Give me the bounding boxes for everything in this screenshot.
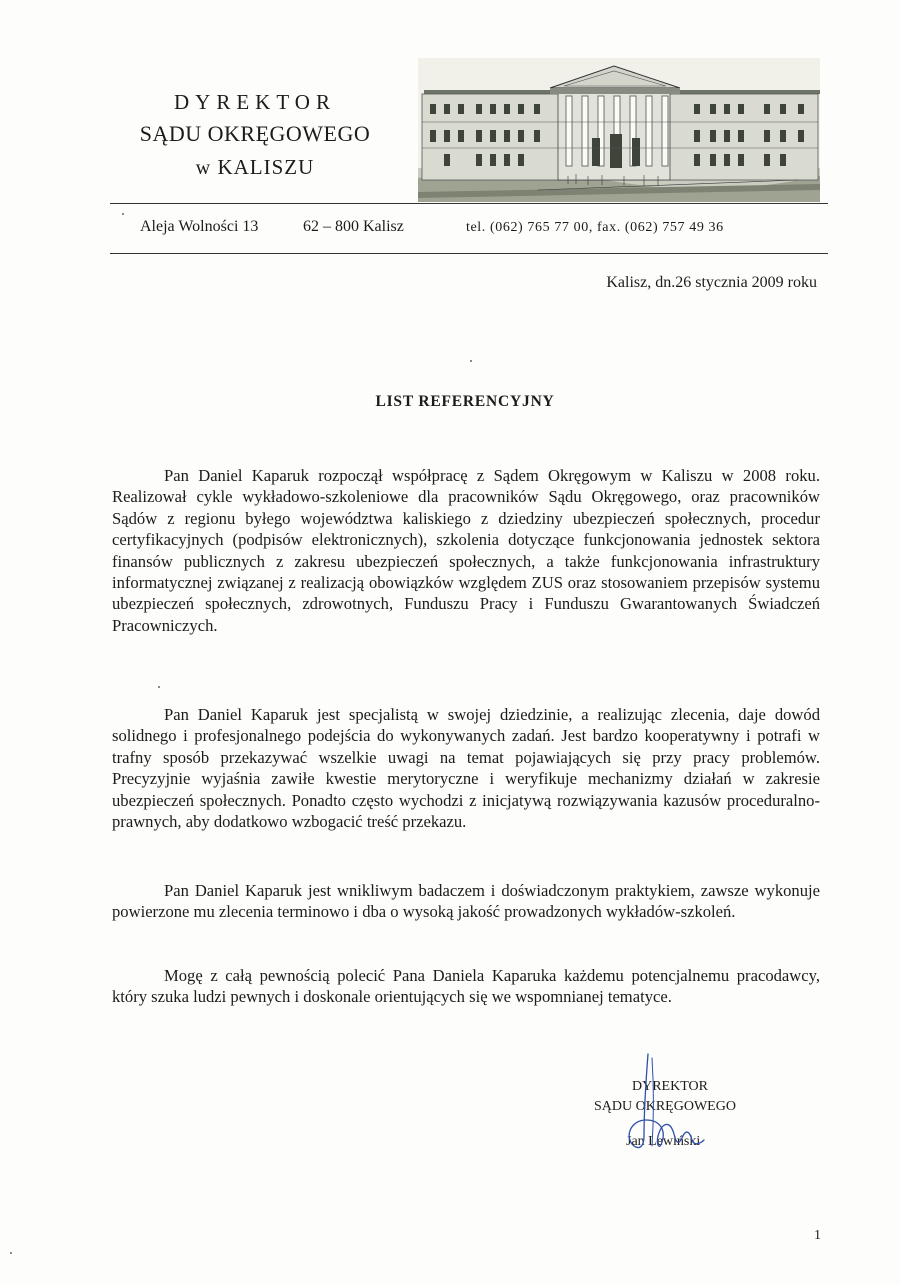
scan-speck <box>10 1252 12 1254</box>
signature-title: DYREKTOR <box>632 1079 708 1094</box>
scan-speck <box>122 213 124 215</box>
body-paragraph-3 <box>112 880 820 923</box>
address-phone-fax: tel. (062) 765 77 00, fax. (062) 757 49 36 <box>466 220 724 235</box>
header-rule-bottom <box>110 253 828 254</box>
address-city: 62 – 800 Kalisz <box>303 218 404 235</box>
letter-heading: LIST REFERENCYJNY <box>375 393 555 410</box>
header-rule-top <box>110 203 828 204</box>
signature-name: Jan Lewiński <box>626 1134 701 1149</box>
page-number: 1 <box>814 1228 821 1243</box>
scan-speck <box>158 686 160 688</box>
letter-date: Kalisz, dn.26 stycznia 2009 roku <box>606 274 817 291</box>
letterhead-city: KALISZU <box>217 155 315 179</box>
paragraph-text: Pan Daniel Kaparuk jest specjalistą w swojej dziedzinie, a realizując zlecenia, daje dowód solidnego i profesjonalnego podejścia do wykonywanych zadań. Jest bardzo kooperatywny i potrafi w trafny sposób przekazywać wszelkie uwagi na temat pojawiających się przy pracy problemów. Precyzyjnie wyjaśnia zawiłe kwestie merytoryczne i weryfikuje mechanizmy działań w zakresie ubezpieczeń społecznych. Ponadto często wychodzi z inicjatywą rozwiązywania kazusów proceduralno-prawnych, aby dodatkowo wzbogacić treść przekazu. <box>112 705 820 832</box>
body-paragraph-2 <box>112 704 820 832</box>
paragraph-text: Mogę z całą pewnością polecić Pana Daniela Kaparuka każdemu potencjalnemu pracodawcy, który szuka ludzi pewnych i doskonale orientujących się we wspomnianej tematyce. <box>112 966 820 1007</box>
letterhead-line-2: SĄDU OKRĘGOWEGO <box>139 121 371 146</box>
letterhead-line-3 <box>110 155 400 180</box>
paragraph-text: Pan Daniel Kaparuk rozpoczął współpracę z Sądem Okręgowym w Kaliszu w 2008 roku. Realizował cykle wykładowo-szkoleniowe dla pracowników Sądu Okręgowego, oraz pracowników Sądów z regionu byłego województwa kaliskiego z dziedziny ubezpieczeń społecznych, procedur certyfikacyjnych (podpisów elektronicznych), szkolenia dotyczące funkcjonowania jednostek sektora finansów publicznych z zakresu ubezpieczeń społecznych, a także funkcjonowania infrastruktury informatycznej związanej z realizacją obowiązków względem ZUS oraz stosowaniem przepisów systemu ubezpieczeń społecznych, zdrowotnych, Funduszu Pracy i Funduszu Gwarantowanych Świadczeń Pracowniczych. <box>112 466 820 635</box>
address-street: Aleja Wolności 13 <box>140 218 259 235</box>
scan-speck <box>470 360 472 362</box>
paragraph-text: Pan Daniel Kaparuk jest wnikliwym badaczem i doświadczonym praktykiem, zawsze wykonuje powierzone mu zlecenia terminowo i dba o wysoką jakość prowadzonych wykładów-szkoleń. <box>112 881 820 922</box>
handwritten-signature <box>600 1050 730 1160</box>
body-paragraph-1 <box>112 465 820 636</box>
body-paragraph-4 <box>112 965 820 1008</box>
court-building-illustration <box>418 58 820 202</box>
letterhead-line-1: DYREKTOR <box>174 90 336 114</box>
signature-institution: SĄDU OKRĘGOWEGO <box>594 1099 736 1114</box>
letterhead-prefix: w <box>195 157 212 179</box>
